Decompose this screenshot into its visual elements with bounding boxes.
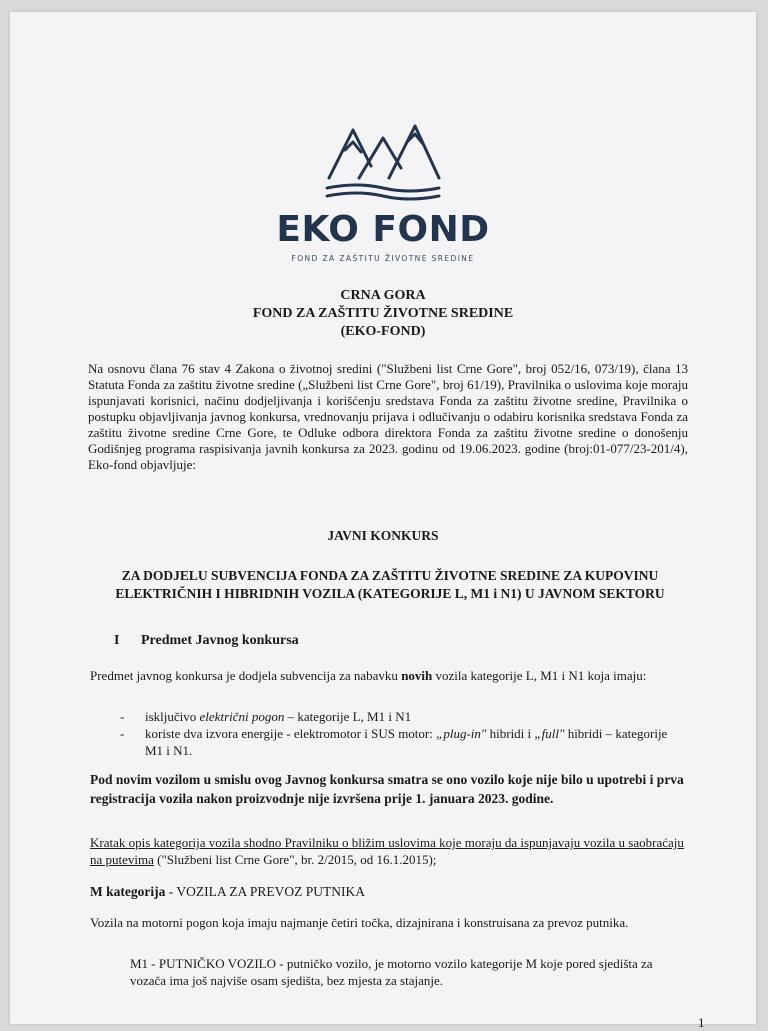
logo-name: EKO FOND [276,209,490,250]
bullet-dash: - [120,709,125,724]
bullet-text-start: isključivo [145,709,200,724]
eko-fond-logo [10,120,756,263]
document-header [10,287,756,341]
bullet-text [145,708,411,725]
subject-text-start: Predmet javnog konkursa je dodjela subvencija za nabavku [90,668,402,683]
section-heading [114,633,299,649]
header-abbreviation: (EKO-FOND) [340,324,426,339]
categories-intro-underlined: Kratak opis kategorija vozila shodno Pravilniku o bližim uslovima koje moraju da ispunjavaju vozila u saobraćaju na putevima [90,835,684,867]
section-title: Predmet Javnog konkursa [141,633,299,648]
intro-paragraph: Na osnovu člana 76 stav 4 Zakona o životnoj sredini ("Službeni list Crne Gore", broj 052/16, 073/19), člana 13 Statuta Fonda za zaštitu životne sredine („Službeni list Crne Gore", broj 61/19), Pravilnika o uslovima koje moraju ispunjavati korisnici, načinu dodjeljivanja i korišćenju sredstava Fonda za zaštitu životne sredine, Pravilnika o postupku objavljivanja javnog konkursa, vrednovanju prijava i odlučivanju o odabiru korisnika sredstava Fonda za zaštitu životne sredine Crne Gore, te Odluke odbora direktora Fonda za zaštitu životne sredine o donošenju Godišnjeg programa raspisivanja javnih konkursa za 2023. godinu od 19.06.2023. godine (broj:01-077/23-201/4), Eko-fond objavljuje: [88,361,688,472]
document-page [10,12,756,1030]
m-category-heading [90,884,365,900]
m1-paragraph-text: M1 - PUTNIČKO VOZILO - putničko vozilo, je motorno vozilo kategorije M koje pored sjedišta za vozača ima još najviše osam sjedišta, bez mjesta za stajanje. [130,956,653,988]
categories-intro [90,834,695,868]
bullet-text-start: koriste dva izvora energije - elektromotor i SUS motor: [145,726,437,741]
bullet-text-end: hibridi – kategorije M1 i N1. [145,726,668,758]
subject-paragraph [90,667,690,684]
list-item [120,725,680,759]
bullet-dash: - [120,726,125,741]
page-number: 1 [698,1015,705,1030]
bullet-list [120,708,680,759]
m-category-paragraph: Vozila na motorni pogon koja imaju najmanje četiri točka, dizajnirana i konstruisana za prevoz putnika. [90,915,629,930]
logo-subtitle: FOND ZA ZAŠTITU ŽIVOTNE SREDINE [291,254,475,263]
mountains-logo-icon [323,120,443,206]
header-institution: FOND ZA ZAŠTITU ŽIVOTNE SREDINE [252,306,514,321]
m-category-label: M kategorija [90,884,166,899]
subject-text-end: vozila kategorije L, M1 i N1 koja imaju: [432,668,647,683]
new-vehicle-definition: Pod novim vozilom u smislu ovog Javnog konkursa smatra se ono vozilo koje nije bilo u upotrebi i prva registracija vozila nakon proizvodnje nije izvršena prije 1. januara 2023. godine. [90,772,684,806]
bullet-text [145,725,680,759]
header-country: CRNA GORA [340,288,426,303]
m-category-description: - VOZILA ZA PREVOZ PUTNIKA [165,884,365,899]
list-item [120,708,680,725]
bullet-text-middle: hibridi i [486,726,535,741]
m1-paragraph [90,955,690,989]
section-number: I [114,633,120,648]
bullet-text-italic: „plug-in" [436,726,487,741]
bullet-text-italic: električni pogon [199,709,285,724]
subject-text-bold: novih [401,668,433,683]
document-subtitle: ZA DODJELU SUBVENCIJA FONDA ZA ZAŠTITU ŽIVOTNE SREDINE ZA KUPOVINU ELEKTRIČNIH I HIBRIDNIH VOZILA (KATEGORIJE L, M1 i N1) U JAVNOM SEKTORU [115,568,665,601]
document-title: JAVNI KONKURS [327,528,439,543]
bullet-text-italic-2: „full" [534,726,565,741]
categories-intro-reference: ("Službeni list Crne Gore", br. 2/2015, od 16.1.2015); [153,852,437,867]
bullet-text-end: – kategorije L, M1 i N1 [284,709,412,724]
